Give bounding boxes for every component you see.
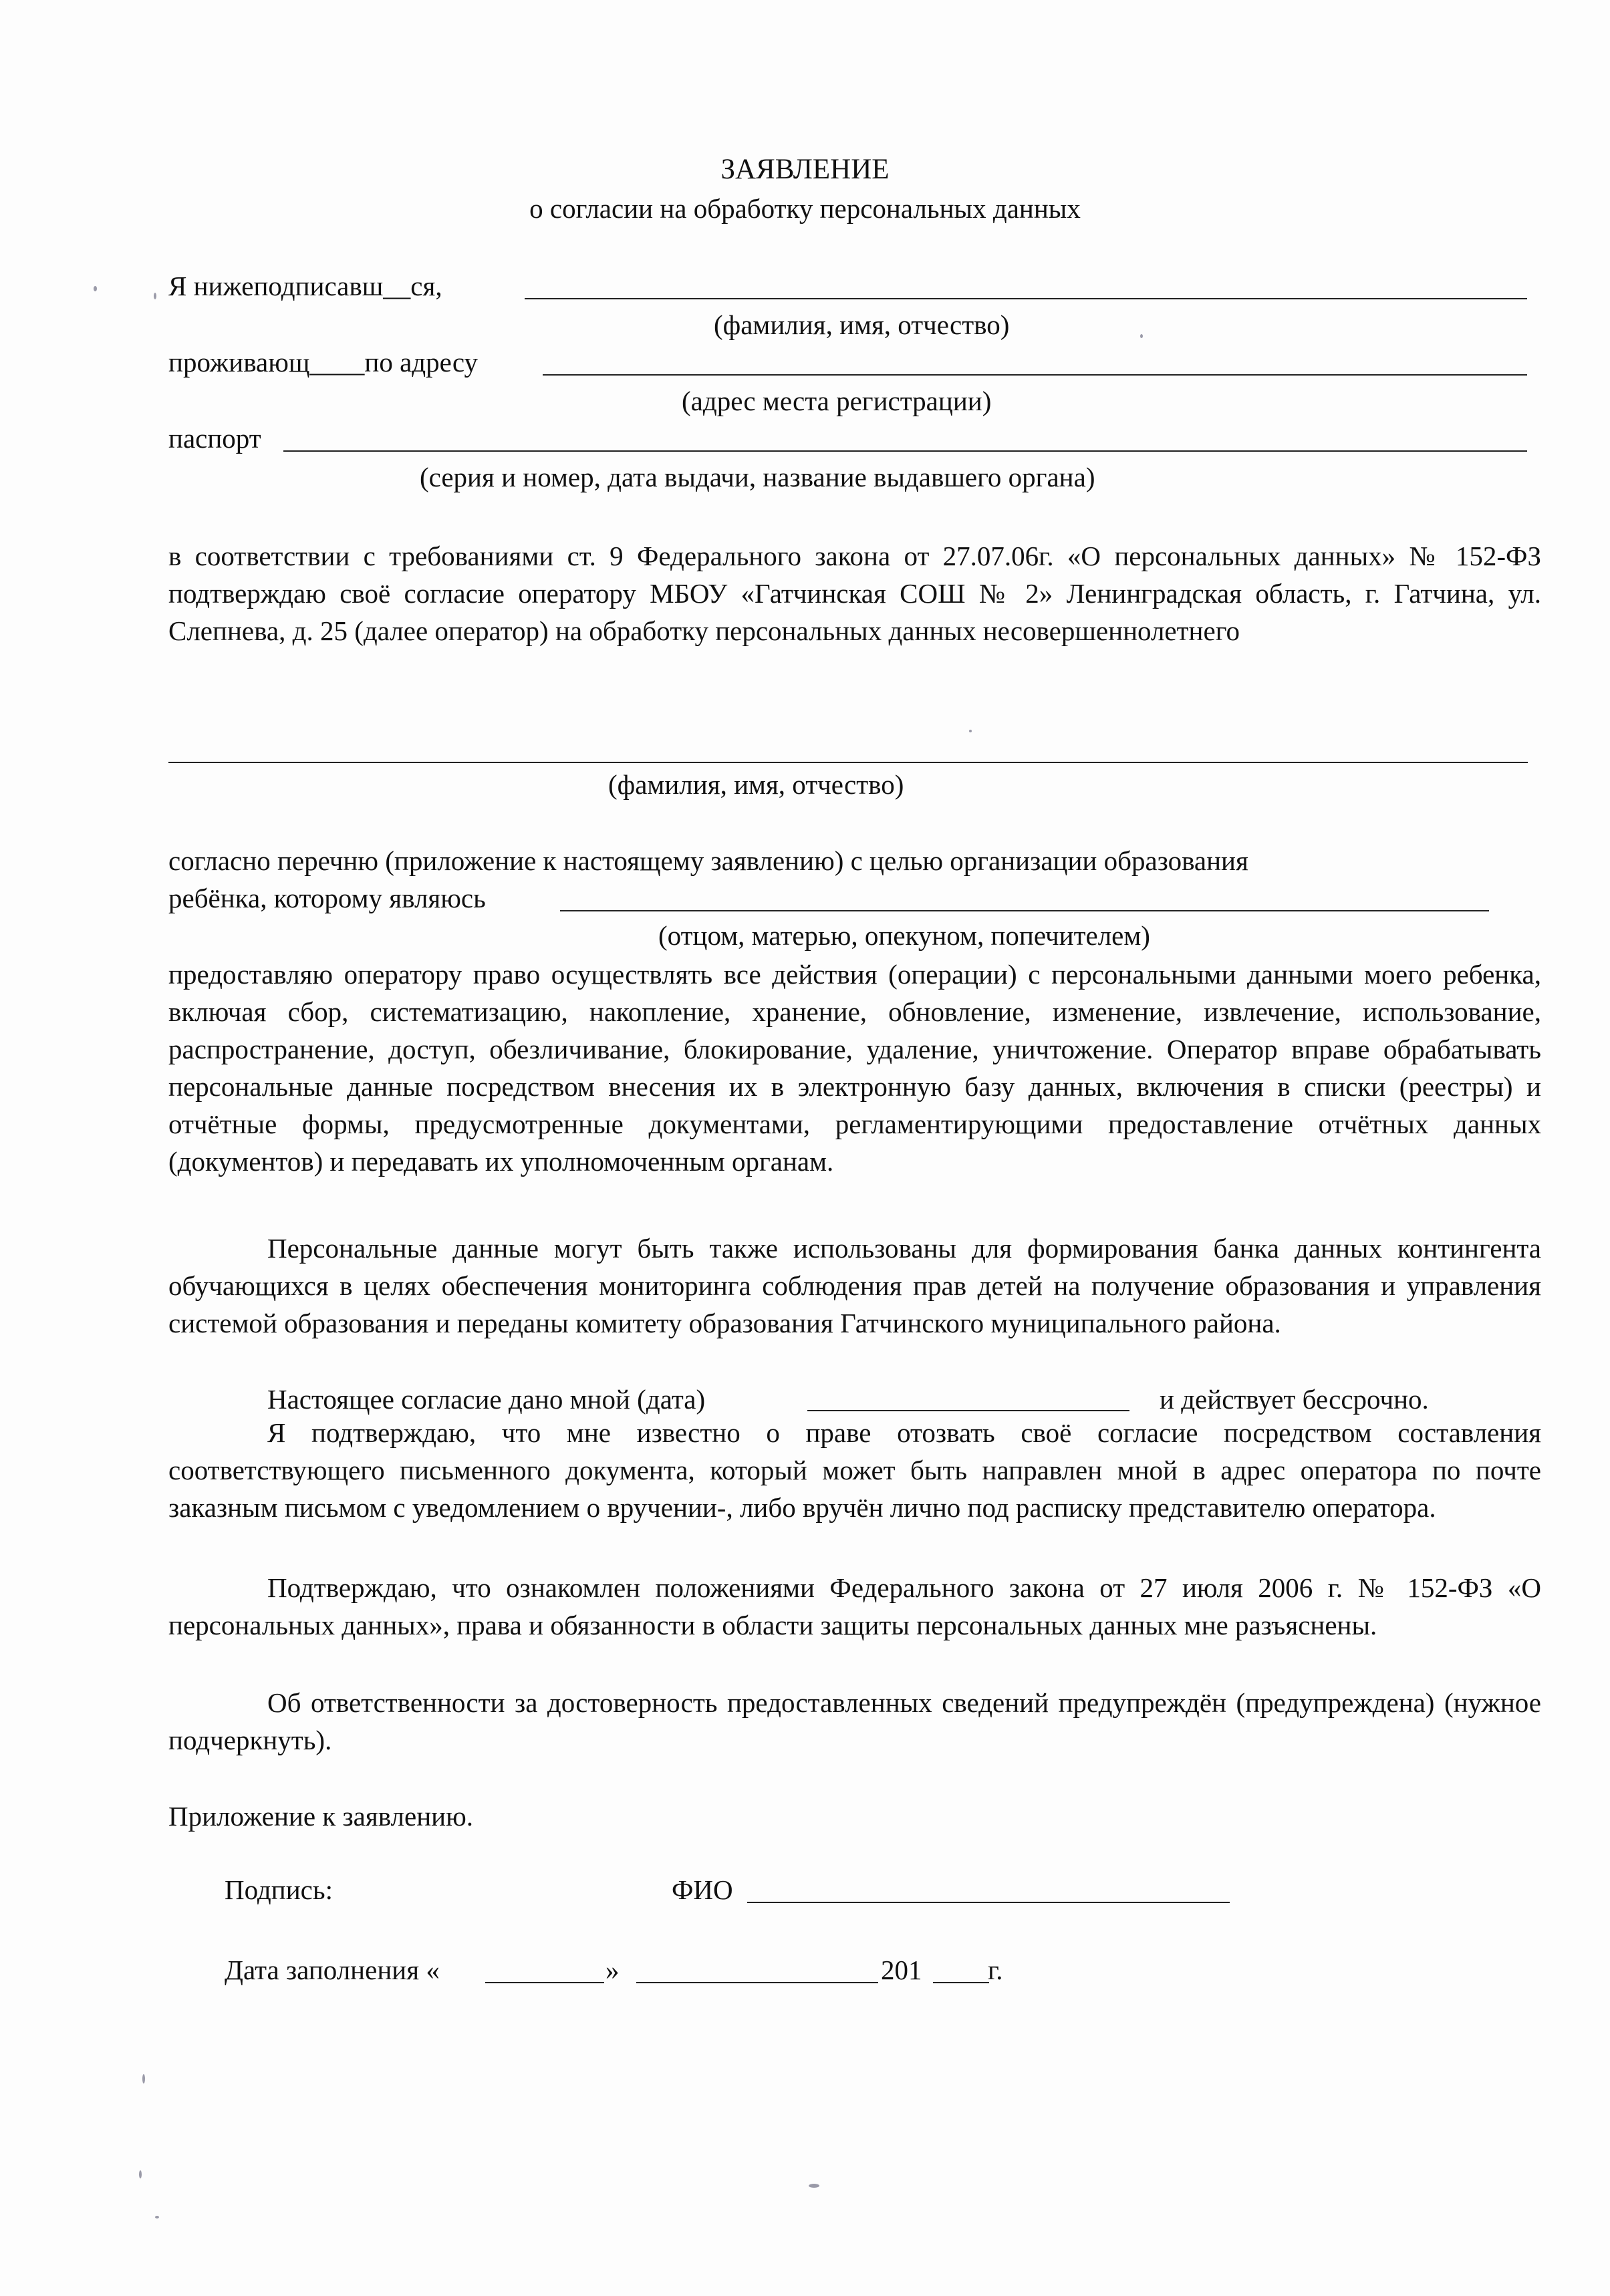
document-subtitle: о согласии на обработку персональных данных	[529, 193, 1081, 224]
consent-paragraph: в соответствии с требованиями ст. 9 Федерального закона от 27.07.06г. «О персональных данных» № 152-ФЗ подтверждаю своё согласие оператору МБОУ «Гатчинская СОШ № 2» Ленинградская область, г. Гатчина, ул. Слепнева, д. 25 (далее оператор) на обработку персональных данных несовершеннолетнего	[168, 541, 1541, 646]
scan-speck	[969, 730, 972, 732]
fio-field[interactable]	[747, 1902, 1230, 1903]
relation-label: ребёнка, которому являюсь	[168, 883, 486, 913]
scan-speck	[1140, 334, 1143, 338]
fio-label: ФИО	[672, 1874, 733, 1905]
fill-date-label: Дата заполнения «	[225, 1955, 440, 1985]
applicant-name-hint: (фамилия, имя, отчество)	[714, 309, 1010, 340]
revoke-paragraph: Я подтверждаю, что мне известно о праве отозвать своё согласие посредством составления соответствующего письменного документа, который может быть направлен мной в адрес оператора по почте заказным письмом с уведомлением о вручении-, либо вручён лично под расписку представителю оператора.	[168, 1417, 1541, 1523]
fill-date-month-field[interactable]	[636, 1982, 878, 1983]
applicant-address-field[interactable]	[543, 374, 1527, 376]
signature-label: Подпись:	[225, 1874, 333, 1905]
scan-speck	[155, 2216, 159, 2218]
scan-speck	[809, 2184, 819, 2188]
fill-date-year: 201	[881, 1955, 922, 1985]
rights-paragraph: предоставляю оператору право осуществлять все действия (операции) с персональными данными моего ребенка, включая сбор, систематизацию, накопление, хранение, обновление, изменение, извлечение, использование, распространение, доступ, обезличивание, блокирование, удаление, уничтожение. Оператор вправе обрабатывать персональные данные посредством внесения их в электронную базу данных, включения в списки (реестры) и отчётные формы, предусмотренные документами, регламентирующими предоставление отчётных данных (документов) и передавать их уполномоченным органам.	[168, 959, 1541, 1177]
date-given-field[interactable]	[807, 1410, 1129, 1411]
scan-speck	[142, 2074, 145, 2084]
relation-line-1: согласно перечню (приложение к настоящему заявлению) с целью организации образования	[168, 845, 1248, 876]
applicant-passport-label: паспорт	[168, 423, 261, 454]
databank-paragraph: Персональные данные могут быть также использованы для формирования банка данных контингента обучающихся в целях обеспечения мониторинга соблюдения прав детей на получение образования и управления системой образования и переданы комитету образования Гатчинского муниципального района.	[168, 1233, 1541, 1338]
applicant-address-label: проживающ____по адресу	[168, 347, 479, 378]
date-given-suffix: и действует бессрочно.	[1160, 1384, 1429, 1415]
minor-name-hint: (фамилия, имя, отчество)	[608, 769, 904, 800]
fill-date-day-field[interactable]	[485, 1982, 604, 1983]
scan-speck	[139, 2170, 142, 2178]
responsibility-paragraph: Об ответственности за достоверность предоставленных сведений предупреждён (предупреждена) (нужное подчеркнуть).	[168, 1687, 1541, 1755]
appendix-label: Приложение к заявлению.	[168, 1801, 473, 1832]
fill-date-mid: »	[606, 1955, 620, 1985]
minor-name-field[interactable]	[168, 762, 1528, 763]
applicant-address-hint: (адрес места регистрации)	[682, 386, 992, 416]
scan-speck	[94, 286, 97, 291]
acknowledge-paragraph: Подтверждаю, что ознакомлен положениями Федерального закона от 27 июля 2006 г. № 152-ФЗ «О персональных данных», права и обязанности в области защиты персональных данных мне разъяснены.	[168, 1572, 1541, 1640]
relation-hint: (отцом, матерью, опекуном, попечителем)	[658, 920, 1150, 951]
scan-speck	[154, 293, 156, 299]
applicant-name-label: Я нижеподписавш__ся,	[168, 271, 442, 301]
date-given-label: Настоящее согласие дано мной (дата)	[267, 1384, 706, 1415]
applicant-passport-hint: (серия и номер, дата выдачи, название выдавшего органа)	[420, 462, 1095, 492]
document-title: ЗАЯВЛЕНИЕ	[720, 154, 890, 185]
fill-date-year-field[interactable]	[933, 1982, 989, 1983]
relation-field[interactable]	[560, 910, 1489, 911]
applicant-name-field[interactable]	[525, 298, 1527, 299]
applicant-passport-field[interactable]	[283, 450, 1527, 452]
fill-date-suffix: г.	[988, 1955, 1003, 1985]
